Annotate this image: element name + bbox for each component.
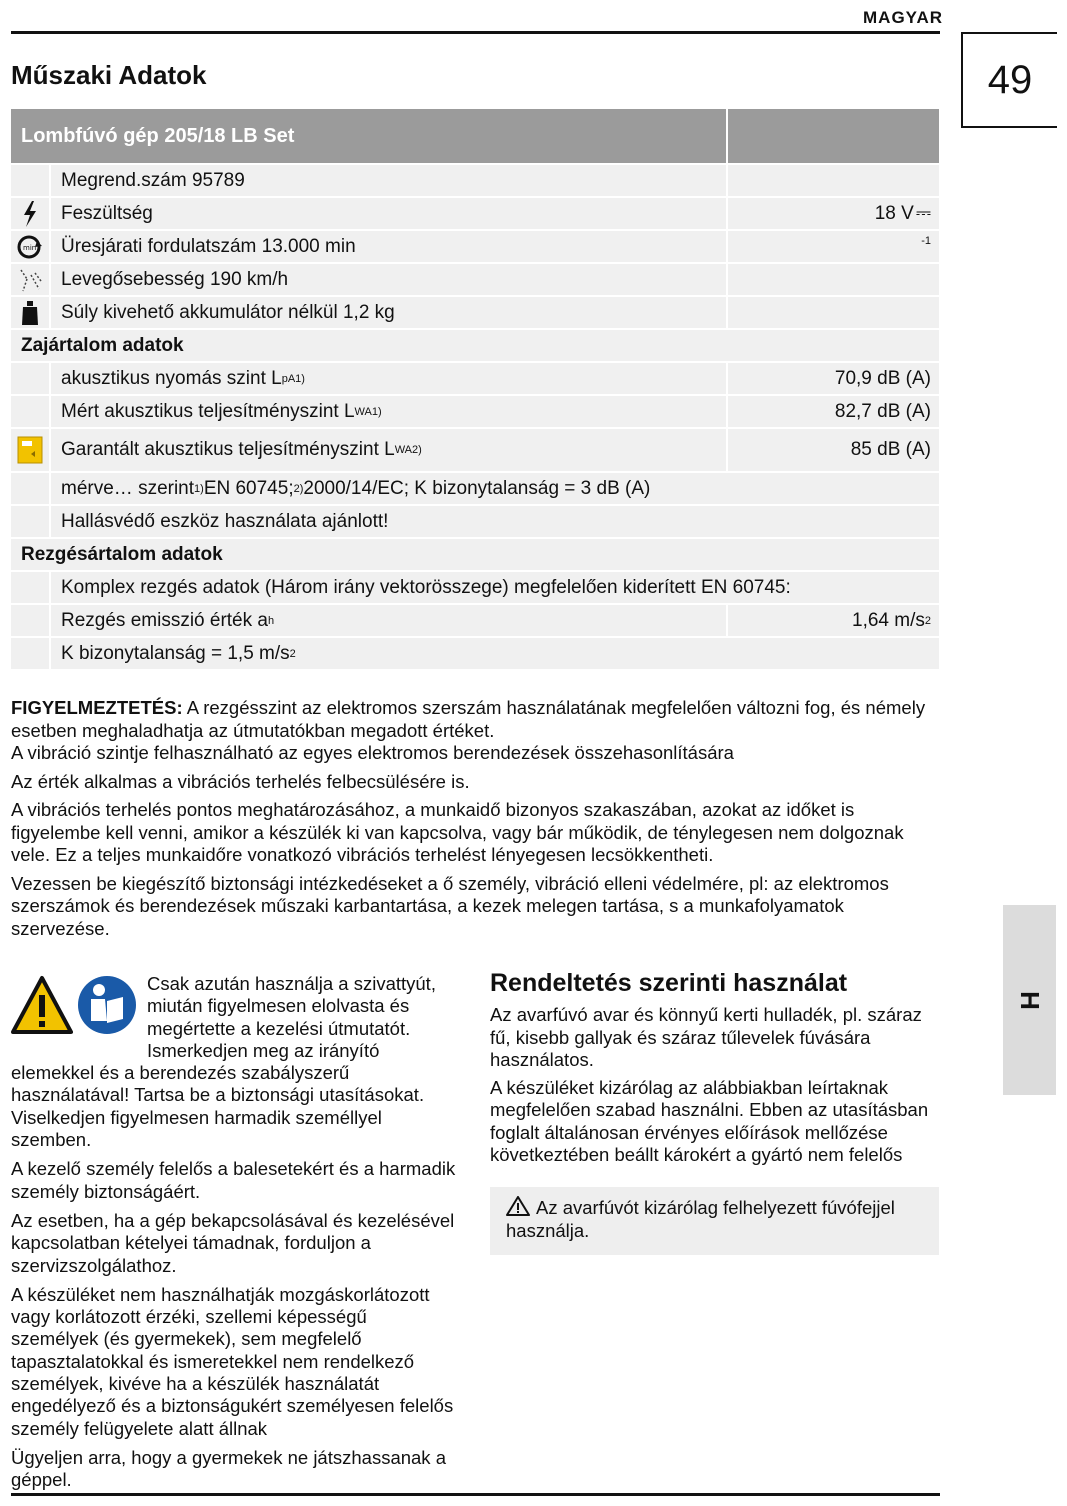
spec-row-measured-standard — [11, 471, 939, 504]
voltage-label: Feszültség — [49, 198, 726, 229]
top-divider — [11, 31, 940, 34]
spec-row-hearing — [11, 504, 939, 537]
spec-row-vibration-uncertainty — [11, 636, 939, 669]
safety-paragraph-3: Az esetben, ha a gép bekapcsolásával és kezelésével kapcsolatban kételyei támadnak, forduljon a szervizszolgálathoz. — [11, 1209, 455, 1276]
warning-paragraph-1: FIGYELMEZTETÉS: A rezgésszint az elektromos szerszám használatának megfelelően változni fog, és némely esetben meghaladhatja az útmutatókban megadott értéket. — [11, 697, 926, 741]
guaranteed-sound-power-label: Garantált akusztikus teljesítményszint L WA 2) — [49, 429, 726, 471]
sound-pressure-label: akusztikus nyomás szint L pA 1) — [49, 363, 726, 394]
caution-icon — [506, 1196, 530, 1216]
vibration-emission-label: Rezgés emisszió érték a h — [49, 605, 726, 636]
intended-use-paragraph-1: Az avarfúvó avar és könnyű kerti hulladék, pl. száraz fű, kisebb gallyak és száraz tűlevelek fúvására használatos. — [490, 1004, 922, 1070]
dc-symbol: ⎓ — [915, 202, 931, 224]
safety-paragraph-5: Ügyeljen arra, hogy a gyermekek ne játszhassanak a géppel. — [11, 1446, 446, 1491]
idle-speed-label: Üresjárati fordulatszám 13.000 min — [49, 231, 726, 262]
warning-paragraph-5: Vezessen be kiegészítő biztonsági intézkedéseket a ő személy, vibráció elleni védelmére, pl: az elektromos szerszámok és berendezések műszaki karbantartása, a kezek melegen tartása, s a munkafolyamatok szervezése. — [11, 872, 889, 939]
intended-use-title: Rendeltetés szerinti használat — [490, 969, 848, 997]
speed-unit: -1 — [726, 231, 939, 262]
noise-label-icon — [11, 429, 49, 471]
spec-row-air-speed — [11, 262, 939, 295]
spec-table — [11, 109, 939, 669]
sound-pressure-value: 70,9 dB (A) — [726, 363, 939, 394]
air-speed: Levegősebesség 190 km/h — [49, 264, 726, 295]
warning-label: FIGYELMEZTETÉS: — [11, 697, 183, 718]
warning-paragraph-2: A vibráció szintje felhasználható az egyes elektromos berendezések összehasonlítására — [11, 742, 734, 763]
read-manual-icon — [77, 975, 137, 1035]
noise-section-title: Zajártalom adatok — [11, 328, 939, 361]
product-name: Lombfúvó gép 205/18 LB Set — [21, 124, 295, 147]
warning-triangle-icon — [11, 975, 73, 1035]
spec-row-guaranteed-sound-power — [11, 427, 939, 471]
safety-icons — [11, 975, 139, 1041]
lightning-icon — [11, 198, 49, 229]
order-number: Megrend.szám 95789 — [49, 165, 726, 196]
language-tab: H — [1003, 905, 1056, 1095]
language-label: MAGYAR — [863, 8, 943, 27]
spec-row-order — [11, 163, 939, 196]
bottom-divider — [11, 1493, 940, 1496]
page-title: Műszaki Adatok — [11, 60, 207, 90]
vibration-complex: Komplex rezgés adatok (Három irány vektorösszege) megfelelően kiderített EN 60745: — [49, 572, 939, 603]
weight: Súly kivehető akkumulátor nélkül 1,2 kg — [49, 297, 726, 328]
safety-paragraph-2: A kezelő személy felelős a balesetekért és a harmadik személy biztonságáért. — [11, 1158, 456, 1202]
spec-table-header — [11, 109, 939, 163]
air-flow-icon — [11, 264, 49, 295]
vibration-warning — [11, 697, 931, 946]
spec-row-sound-pressure — [11, 361, 939, 394]
spec-row-speed — [11, 229, 939, 262]
hearing-protection-note: Hallásvédő eszköz használata ajánlott! — [49, 506, 939, 537]
intended-use-paragraph-2: A készüléket kizárólag az alábbiakban leírtaknak megfelelően szabad használni. Ebben az utasításban foglalt általánosan érvényes előírások mellőzése következtében beállt károkért a gyártó nem felelős — [490, 1077, 929, 1166]
vibration-emission-value: 1,64 m/s 2 — [726, 605, 939, 636]
measured-standard: mérve… szerint 1) EN 60745; 2) 2000/14/EC; K bizonytalanság = 3 dB (A) — [49, 473, 939, 504]
spec-row-vibration-complex — [11, 570, 939, 603]
spec-row-sound-power — [11, 394, 939, 427]
weight-icon — [11, 297, 49, 328]
sound-power-label: Mért akusztikus teljesítményszint L WA 1) — [49, 396, 726, 427]
safety-paragraph-1: Csak azután használja a szivattyút, miután figyelmesen elolvasta és megértette a kezelési útmutatót. Ismerkedjen meg az irányító elemekkel és a berendezés szabályszerű használatával! Tartsa be a biztonsági utasításokat. Viselkedjen figyelmesen harmadik személlyel szemben. — [11, 973, 436, 1151]
page-number: 49 — [961, 32, 1057, 128]
spec-row-weight — [11, 295, 939, 328]
voltage-value: 18 V ⎓ — [726, 198, 939, 229]
safety-column — [11, 973, 456, 1499]
spec-row-voltage — [11, 196, 939, 229]
safety-paragraph-4: A készüléket nem használhatják mozgáskorlátozott vagy korlátozott érzéki, szellemi képességű személyek (és gyermekek), sem megfelelő tapasztalatokkal és ismeretekkel nem rendelkező személyek, kivéve ha a készülék használatát engedélyező és a biztonságukért személyesen felelős személy felügyelete alatt állnak — [11, 1283, 454, 1439]
rotation-icon — [11, 231, 49, 262]
warning-paragraph-3: Az érték alkalmas a vibrációs terhelés felbecsülésére is. — [11, 770, 470, 792]
sound-power-value: 82,7 dB (A) — [726, 396, 939, 427]
guaranteed-sound-power-value: 85 dB (A) — [726, 429, 939, 471]
svg-text:min: min — [23, 243, 37, 252]
warning-paragraph-4: A vibrációs terhelés pontos meghatározásához, a munkaidő bizonyos szakaszában, azokat az időket is figyelembe kell venni, amikor a készülék ki van kapcsolva, vagy bár működik, de ténylegesen nem dolgoznak vele. Ez a teljes munkaidőre vonatkozó vibrációs terhelést lényegesen lecsökkentheti. — [11, 799, 904, 865]
intended-use-column — [490, 969, 930, 1172]
spec-row-vibration-emission — [11, 603, 939, 636]
blower-note: Az avarfúvót kizárólag felhelyezett fúvófejjel használja. — [490, 1187, 939, 1255]
vibration-uncertainty: K bizonytalanság = 1,5 m/s 2 — [49, 638, 939, 669]
vibration-section-title: Rezgésártalom adatok — [11, 537, 939, 570]
